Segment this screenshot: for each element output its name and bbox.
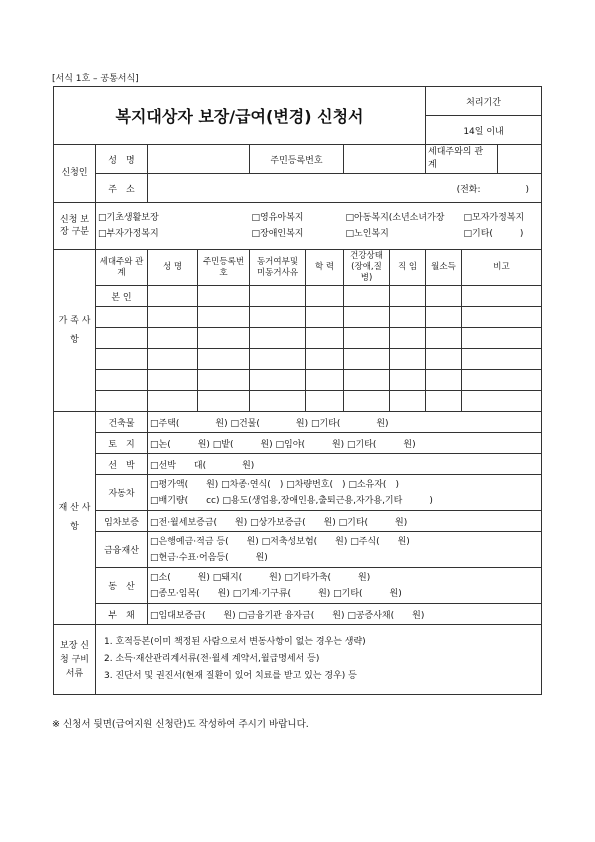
family-cell[interactable] xyxy=(250,349,306,370)
family-cell[interactable] xyxy=(250,286,306,307)
checkbox-infant-welfare[interactable]: □영유아복지 xyxy=(251,213,304,223)
family-cell[interactable] xyxy=(390,286,426,307)
checkbox-father-family[interactable]: □부자가정복지 xyxy=(98,229,159,239)
family-cell[interactable] xyxy=(390,391,426,412)
benefit-type-section-label: 신청 보장 구분 xyxy=(54,203,96,250)
family-header-name: 성 명 xyxy=(148,250,198,286)
asset-movable-line-1[interactable]: □소( 원) □돼지( 원) □기타가축( 원) xyxy=(150,572,371,583)
document-item: 1. 호적등본(이미 책정된 사람으로서 변동사항이 없는 경우는 생략) xyxy=(104,637,366,647)
applicant-relation-label: 세대주와의 관 계 xyxy=(426,145,498,174)
footnote: ※ 신청서 뒷면(급여지원 신청란)도 작성하여 주시기 바랍니다. xyxy=(52,719,309,730)
family-cell[interactable] xyxy=(96,328,148,349)
applicant-address-label: 주 소 xyxy=(96,174,148,203)
applicant-address-field[interactable] xyxy=(148,174,542,203)
asset-label-land: 토 지 xyxy=(96,433,148,454)
documents-list xyxy=(96,625,542,695)
family-cell[interactable] xyxy=(344,307,390,328)
applicant-phone-label: (전화: ) xyxy=(456,184,530,195)
form-number-note: [서식 1호 – 공통서식] xyxy=(52,74,139,84)
family-header-rrn: 주민등록번호 xyxy=(198,250,250,286)
family-cell[interactable] xyxy=(148,328,198,349)
benefit-col-2 xyxy=(250,203,344,250)
family-cell[interactable] xyxy=(198,286,250,307)
applicant-name-field[interactable] xyxy=(148,145,250,174)
family-cell[interactable] xyxy=(426,370,462,391)
asset-car-line-1[interactable]: □평가액( 원) □차종·연식( ) □차량번호( ) □소유자( ) xyxy=(150,479,399,490)
family-cell[interactable] xyxy=(250,328,306,349)
benefit-col-1 xyxy=(96,203,250,250)
family-cell[interactable] xyxy=(426,349,462,370)
family-row xyxy=(54,370,542,391)
asset-movable-options xyxy=(148,568,542,604)
family-cell[interactable] xyxy=(306,391,344,412)
document-item: 3. 진단서 및 권진서(현재 질환이 있어 치료를 받고 있는 경우) 등 xyxy=(104,671,357,681)
family-cell[interactable] xyxy=(344,391,390,412)
asset-label-ship: 선 박 xyxy=(96,454,148,475)
family-cell[interactable] xyxy=(462,349,542,370)
family-cell[interactable] xyxy=(426,307,462,328)
family-cell[interactable] xyxy=(148,391,198,412)
asset-movable-line-2[interactable]: □종모·임목( 원) □기계·기구류( 원) □기타( 원) xyxy=(150,588,402,599)
applicant-name-label: 성 명 xyxy=(96,145,148,174)
documents-section-label: 보장 신청 구비 서류 xyxy=(54,625,96,695)
family-cell[interactable] xyxy=(344,328,390,349)
family-cell[interactable] xyxy=(426,328,462,349)
family-cell[interactable] xyxy=(250,391,306,412)
family-header-health: 건강상태 (장애,질병) xyxy=(344,250,390,286)
applicant-rrn-label: 주민등록번호 xyxy=(250,145,344,174)
checkbox-elderly-welfare[interactable]: □노인복지 xyxy=(345,229,389,239)
applicant-relation-field[interactable] xyxy=(498,145,542,174)
benefit-col-3 xyxy=(344,203,462,250)
document-item: 2. 소득·재산관리계서류(전·월세 계약서,월급명세서 등) xyxy=(104,654,320,664)
family-cell[interactable] xyxy=(96,307,148,328)
checkbox-basic-livelihood[interactable]: □기초생활보장 xyxy=(98,213,159,223)
family-cell[interactable] xyxy=(148,286,198,307)
family-cell[interactable] xyxy=(198,349,250,370)
family-cell[interactable] xyxy=(198,370,250,391)
family-cell[interactable] xyxy=(462,307,542,328)
asset-land-options[interactable]: □논( 원) □밭( 원) □임야( 원) □기타( 원) xyxy=(148,433,542,454)
applicant-section-label: 신청인 xyxy=(54,145,96,203)
family-row xyxy=(54,286,542,307)
family-row xyxy=(54,391,542,412)
asset-car-options xyxy=(148,475,542,511)
family-cell[interactable] xyxy=(462,286,542,307)
family-cell[interactable] xyxy=(96,349,148,370)
checkbox-disabled-welfare[interactable]: □장애인복지 xyxy=(251,229,304,239)
family-header-income: 월소득 xyxy=(426,250,462,286)
family-cell[interactable] xyxy=(198,328,250,349)
family-row xyxy=(54,349,542,370)
checkbox-other[interactable]: □기타( ) xyxy=(463,229,524,239)
family-header-relation: 세대주와 관 계 xyxy=(96,250,148,286)
family-header-job: 직 임 xyxy=(390,250,426,286)
processing-period-label: 처리기간 xyxy=(426,87,542,116)
family-cell[interactable] xyxy=(426,286,462,307)
asset-financial-line-2[interactable]: □현금·수표·어음등( 원) xyxy=(150,552,268,563)
family-cell[interactable] xyxy=(390,370,426,391)
asset-label-building: 건축물 xyxy=(96,412,148,433)
asset-financial-options xyxy=(148,532,542,568)
family-cell[interactable] xyxy=(96,391,148,412)
family-cell[interactable] xyxy=(344,349,390,370)
family-cell[interactable] xyxy=(148,307,198,328)
family-cell[interactable] xyxy=(306,349,344,370)
family-cell[interactable] xyxy=(306,286,344,307)
family-cell[interactable] xyxy=(250,370,306,391)
family-cell[interactable] xyxy=(306,307,344,328)
family-cell[interactable] xyxy=(390,328,426,349)
asset-label-debt: 부 채 xyxy=(96,604,148,625)
family-cell[interactable] xyxy=(306,370,344,391)
family-cell[interactable] xyxy=(306,328,344,349)
family-row xyxy=(54,328,542,349)
asset-lease-options[interactable]: □전·월세보증금( 원) □상가보증금( 원) □기타( 원) xyxy=(148,511,542,532)
family-header-cohabit: 동거여부및 미동거사유 xyxy=(250,250,306,286)
family-cell[interactable] xyxy=(426,391,462,412)
applicant-rrn-field[interactable] xyxy=(344,145,426,174)
asset-financial-line-1[interactable]: □은행예금·적금 등( 원) □저축성보험( 원) □주식( 원) xyxy=(150,536,410,547)
family-header-remarks: 비고 xyxy=(462,250,542,286)
asset-building-options[interactable]: □주택( 원) □건물( 원) □기타( 원) xyxy=(148,412,542,433)
family-cell[interactable] xyxy=(198,307,250,328)
family-row xyxy=(54,307,542,328)
checkbox-child-welfare[interactable]: □아동복지(소년소녀가장 xyxy=(345,213,445,223)
assets-section-label: 재 산 사 항 xyxy=(54,412,96,625)
asset-label-movable: 동 산 xyxy=(96,568,148,604)
benefit-col-4 xyxy=(462,203,542,250)
asset-car-line-2[interactable]: □배기량( cc) □용도(생업용,장애인용,출퇴근용,자가용,기타 ) xyxy=(150,495,433,506)
family-cell[interactable] xyxy=(96,370,148,391)
family-row-self-label: 본 인 xyxy=(96,286,148,307)
family-cell[interactable] xyxy=(148,370,198,391)
asset-label-financial: 금융재산 xyxy=(96,532,148,568)
family-cell[interactable] xyxy=(250,307,306,328)
family-section-label: 가 족 사 항 xyxy=(54,250,96,412)
form-title: 복지대상자 보장/급여(변경) 신청서 xyxy=(54,87,426,145)
family-cell[interactable] xyxy=(462,328,542,349)
family-cell[interactable] xyxy=(344,370,390,391)
checkbox-mother-family[interactable]: □모자가정복지 xyxy=(463,213,525,223)
family-cell[interactable] xyxy=(462,370,542,391)
family-header-education: 학 력 xyxy=(306,250,344,286)
asset-debt-options[interactable]: □임대보증금( 원) □금융기관 융자금( 원) □공증사채( 원) xyxy=(148,604,542,625)
application-form xyxy=(53,86,542,695)
processing-period-value: 14일 이내 xyxy=(426,116,542,145)
family-cell[interactable] xyxy=(462,391,542,412)
asset-label-lease: 임차보증 xyxy=(96,511,148,532)
family-cell[interactable] xyxy=(390,307,426,328)
asset-ship-options[interactable]: □선박 대( 원) xyxy=(148,454,542,475)
family-cell[interactable] xyxy=(390,349,426,370)
family-cell[interactable] xyxy=(344,286,390,307)
family-cell[interactable] xyxy=(148,349,198,370)
asset-label-car: 자동차 xyxy=(96,475,148,511)
family-cell[interactable] xyxy=(198,391,250,412)
